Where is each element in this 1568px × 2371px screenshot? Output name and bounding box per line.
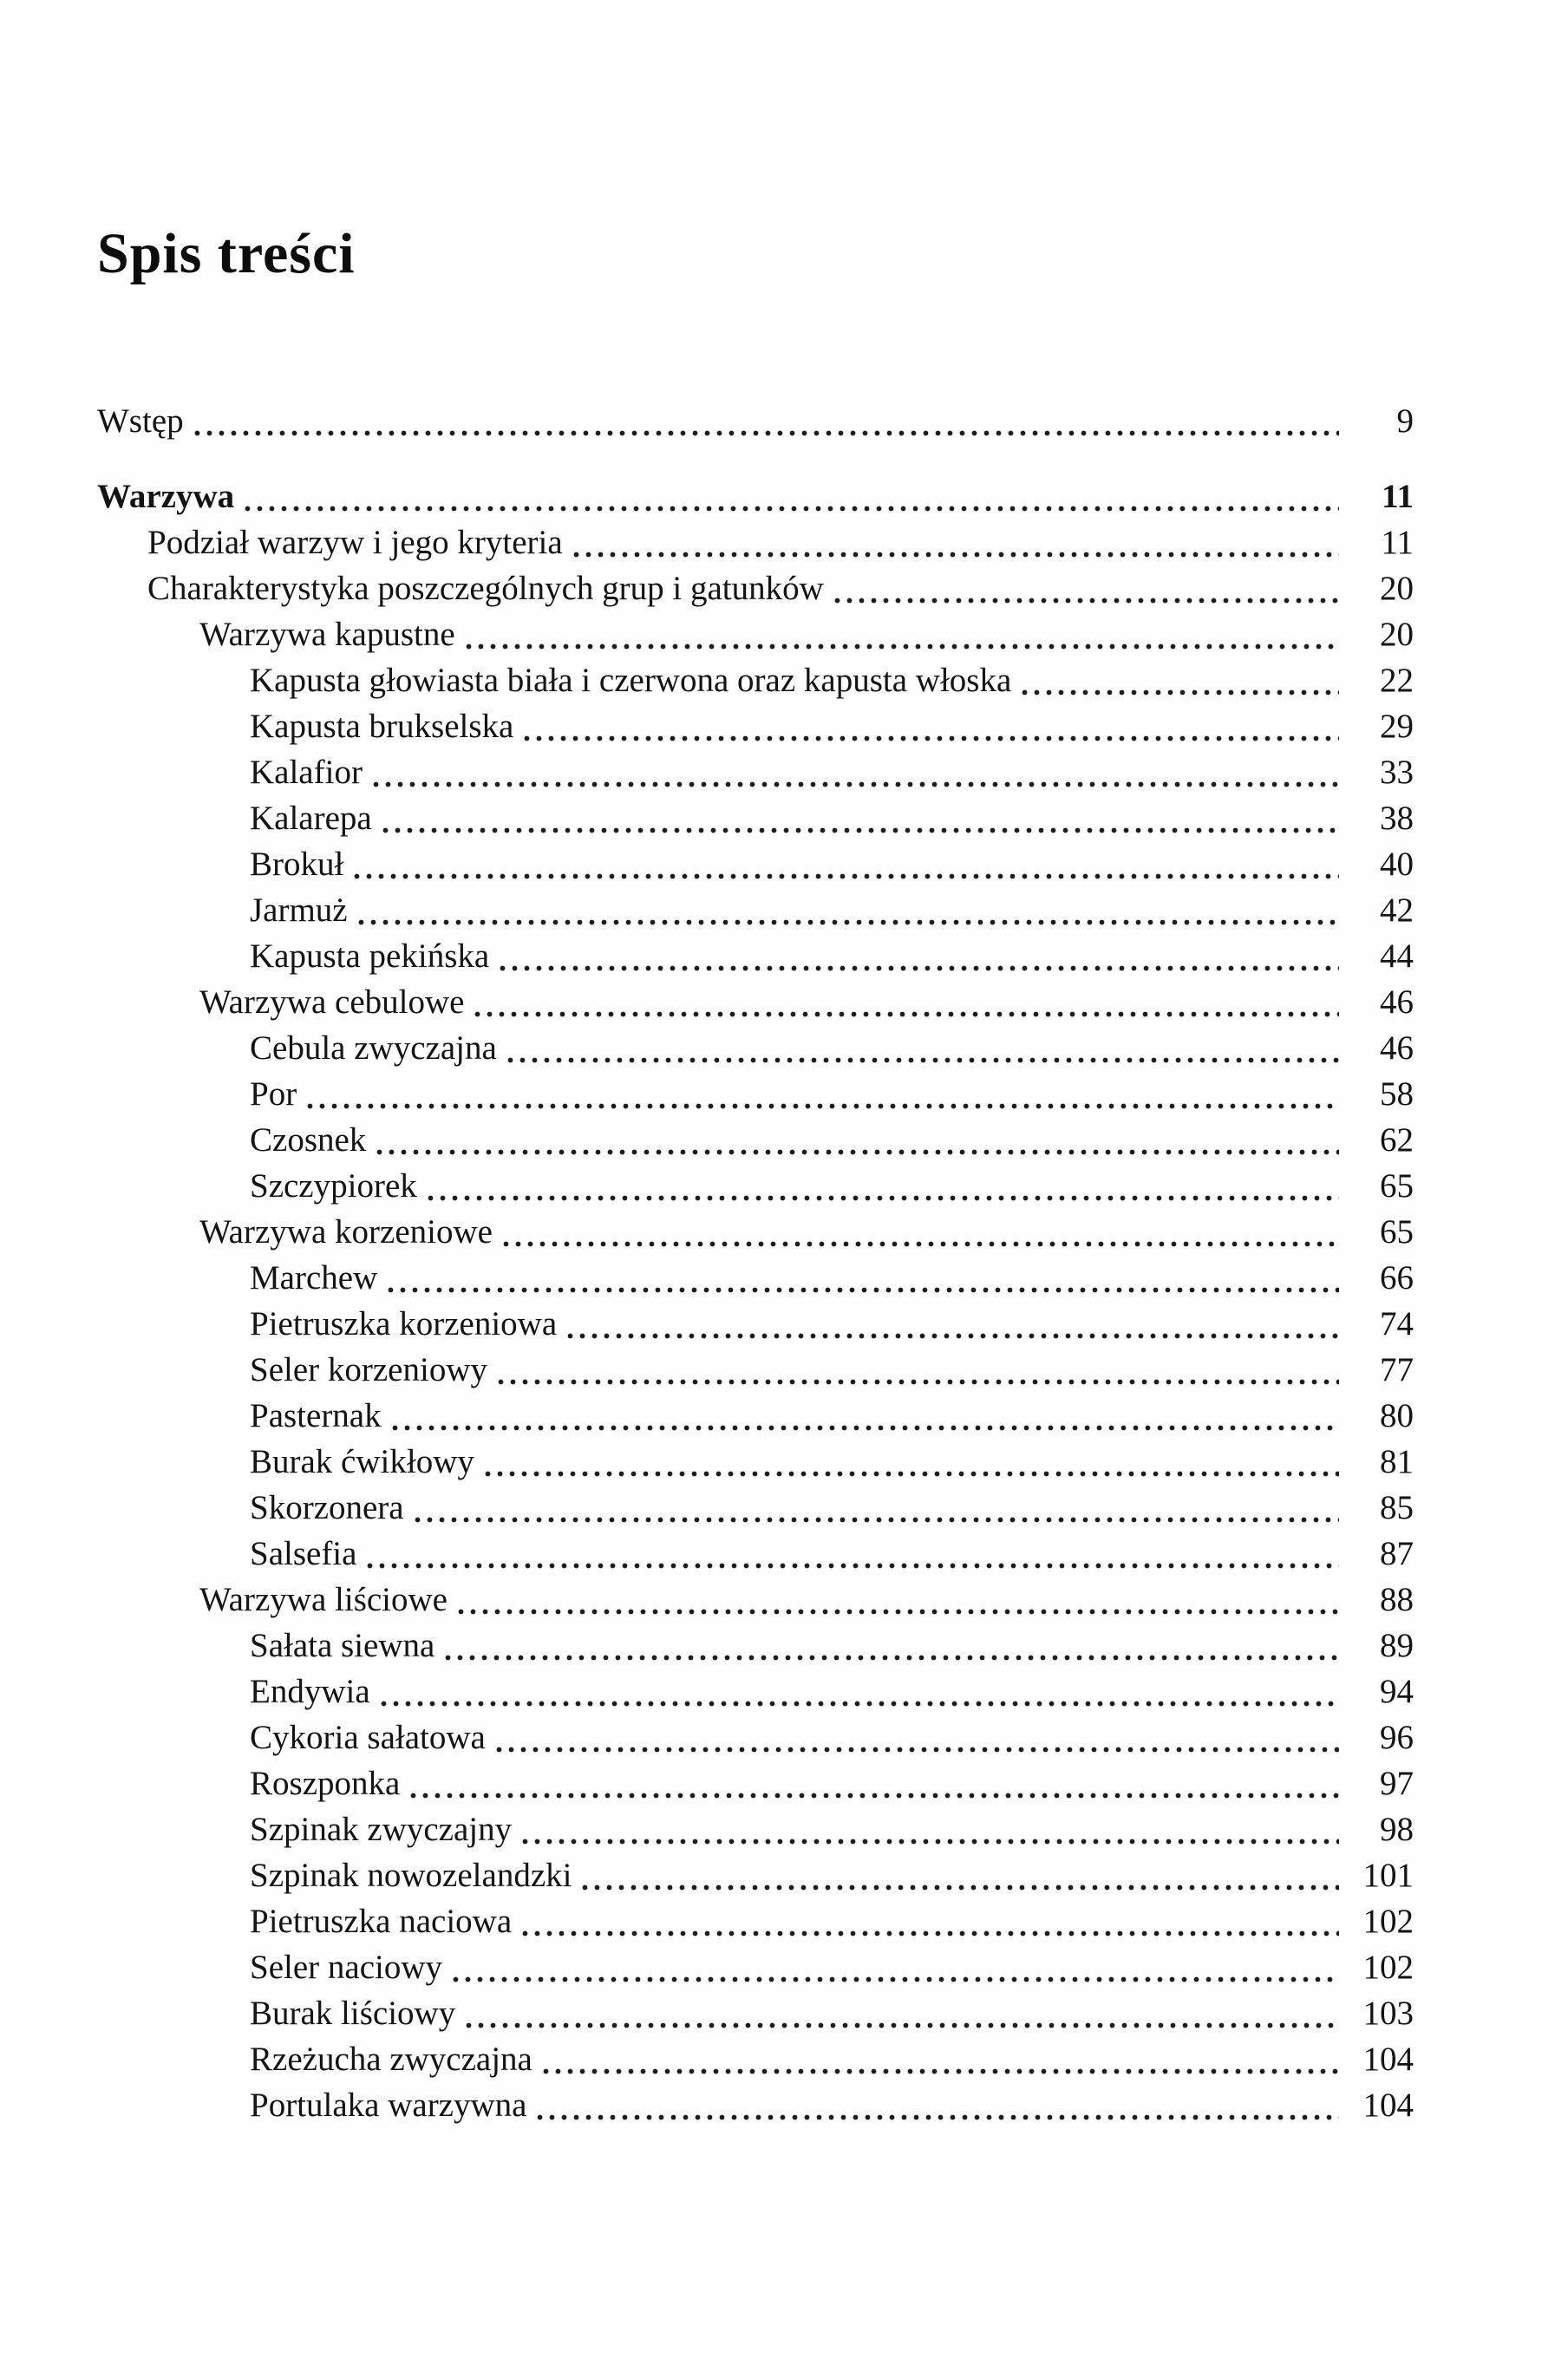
toc-entry-label: Endywia (250, 1673, 370, 1710)
toc-entry (97, 1347, 1414, 1393)
toc-entry-page: 85 (1380, 1489, 1414, 1526)
toc-entry-page: 46 (1380, 1029, 1414, 1067)
toc-entry-page: 96 (1380, 1719, 1414, 1756)
toc-entry (97, 1990, 1414, 2036)
toc-entry (97, 565, 1414, 611)
toc-entry (97, 1071, 1414, 1117)
toc-entry-label: Portulaka warzywna (250, 2087, 527, 2124)
toc-entry-page: 102 (1362, 1903, 1414, 1940)
toc-entry (97, 519, 1414, 565)
toc-entry-label: Cykoria sałatowa (250, 1719, 486, 1756)
dot-leader (358, 918, 1339, 926)
toc-entry (97, 1531, 1414, 1577)
dot-leader (582, 1884, 1339, 1891)
toc-entry (97, 1209, 1414, 1255)
toc-entry-page: 89 (1380, 1627, 1414, 1664)
dot-leader (485, 1470, 1339, 1478)
dot-leader (522, 1838, 1339, 1845)
toc-entry (97, 1485, 1414, 1531)
dot-leader (392, 1424, 1339, 1432)
toc-entry-label: Kalafior (250, 754, 363, 791)
toc-entry-page: 101 (1362, 1857, 1414, 1894)
dot-leader (537, 2113, 1339, 2121)
toc-entry-page: 97 (1380, 1765, 1414, 1802)
toc-entry-label: Jarmuż (250, 892, 348, 929)
page-title: Spis treści (97, 222, 356, 285)
dot-leader (573, 551, 1339, 558)
dot-leader (245, 505, 1339, 513)
toc-entry-label: Kapusta brukselska (250, 708, 514, 745)
toc-entry-page: 62 (1380, 1121, 1414, 1159)
toc-entry-label: Pasternak (250, 1397, 382, 1434)
dot-leader (458, 1608, 1339, 1616)
toc-entry (97, 1577, 1414, 1623)
toc-entry (97, 611, 1414, 657)
toc-entry-label: Sałata siewna (250, 1627, 435, 1664)
toc-entry (97, 1898, 1414, 1944)
toc-entry-label: Roszponka (250, 1765, 401, 1802)
dot-leader (503, 1240, 1339, 1248)
toc-entry-page: 81 (1380, 1443, 1414, 1480)
dot-leader (307, 1102, 1339, 1110)
toc-entry-page: 29 (1380, 708, 1414, 745)
toc-entry-page: 74 (1380, 1305, 1414, 1342)
dot-leader (543, 2067, 1339, 2075)
toc-entry-page: 38 (1380, 800, 1414, 837)
toc-entry-label: Marchew (250, 1259, 378, 1297)
toc-entry (97, 1760, 1414, 1806)
dot-leader (381, 1700, 1339, 1708)
toc-entry-page: 33 (1380, 754, 1414, 791)
toc-entry-label: Pietruszka naciowa (250, 1903, 513, 1940)
toc-entry (97, 979, 1414, 1025)
toc-entry-page: 104 (1362, 2041, 1414, 2078)
dot-leader (567, 1332, 1339, 1340)
dot-leader (354, 872, 1339, 880)
toc-entry-label: Pietruszka korzeniowa (250, 1305, 558, 1342)
dot-leader (466, 2022, 1339, 2029)
toc-entry-page: 98 (1380, 1811, 1414, 1848)
dot-leader (466, 643, 1339, 650)
toc-entry (97, 887, 1414, 933)
toc-entry-page: 77 (1380, 1351, 1414, 1388)
toc-entry (97, 2082, 1414, 2128)
toc-entry-label: Czosnek (250, 1121, 367, 1159)
toc-entry-page: 9 (1396, 402, 1414, 440)
toc-entry-label: Szpinak nowozelandzki (250, 1857, 572, 1894)
toc-entry-page: 103 (1362, 1995, 1414, 2032)
toc-entry-label: Kapusta pekińska (250, 937, 490, 975)
toc-entry-page: 87 (1380, 1535, 1414, 1572)
toc-entry (97, 398, 1414, 444)
toc-entry-label: Szczypiorek (250, 1167, 417, 1205)
toc-entry-label: Por (250, 1075, 297, 1113)
toc-entry-label: Seler korzeniowy (250, 1351, 487, 1388)
toc-entry-page: 88 (1380, 1581, 1414, 1618)
toc-entry (97, 703, 1414, 749)
toc-entry-label: Kapusta głowiasta biała i czerwona oraz kapusta włoska (250, 662, 1012, 699)
toc-entry (97, 1393, 1414, 1439)
toc-entry-label: Burak liściowy (250, 1995, 456, 2032)
toc-entry-page: 22 (1380, 662, 1414, 699)
toc-entry-label: Warzywa korzeniowe (199, 1213, 493, 1251)
toc-entry-page: 80 (1380, 1397, 1414, 1434)
toc-entry (97, 795, 1414, 841)
dot-leader (498, 1378, 1339, 1386)
toc-entry-label: Warzywa kapustne (199, 616, 455, 653)
toc-entry-label: Seler naciowy (250, 1949, 443, 1986)
dot-leader (507, 1056, 1339, 1064)
toc-list (97, 398, 1414, 2128)
toc-entry-page: 66 (1380, 1259, 1414, 1297)
dot-leader (410, 1792, 1339, 1799)
toc-entry-page: 46 (1380, 983, 1414, 1021)
toc-entry (97, 1163, 1414, 1209)
dot-leader (1022, 689, 1339, 696)
toc-entry-label: Wstęp (97, 402, 184, 440)
toc-entry-label: Rzeżucha zwyczajna (250, 2041, 532, 2078)
toc-entry-page: 11 (1382, 478, 1414, 515)
toc-entry-page: 11 (1381, 524, 1414, 561)
toc-entry-label: Cebula zwyczajna (250, 1029, 497, 1067)
dot-leader (496, 1746, 1339, 1754)
toc-entry-page: 42 (1380, 892, 1414, 929)
toc-entry-page: 58 (1380, 1075, 1414, 1113)
toc-entry-label: Warzywa (97, 478, 235, 515)
toc-entry-label: Warzywa cebulowe (199, 983, 465, 1021)
toc-entry (97, 474, 1414, 519)
toc-entry-page: 20 (1380, 616, 1414, 653)
dot-leader (834, 597, 1339, 604)
toc-entry-page: 40 (1380, 846, 1414, 883)
toc-entry (97, 1715, 1414, 1760)
dot-leader (376, 1148, 1339, 1156)
toc-entry-label: Salsefia (250, 1535, 357, 1572)
dot-leader (382, 826, 1339, 834)
dot-leader (524, 735, 1339, 742)
toc-entry-page: 44 (1380, 937, 1414, 975)
toc-entry-label: Skorzonera (250, 1489, 404, 1526)
toc-entry (97, 1025, 1414, 1071)
toc-entry-page: 65 (1380, 1167, 1414, 1205)
toc-entry (97, 1439, 1414, 1485)
toc-entry-page: 20 (1380, 570, 1414, 607)
dot-leader (428, 1194, 1339, 1202)
toc-entry (97, 1852, 1414, 1898)
toc-entry (97, 1944, 1414, 1990)
toc-entry-page: 94 (1380, 1673, 1414, 1710)
toc-entry-label: Kalarepa (250, 800, 372, 837)
toc-entry (97, 1623, 1414, 1669)
toc-entry-page: 102 (1362, 1949, 1414, 1986)
dot-leader (500, 964, 1339, 972)
toc-entry (97, 657, 1414, 703)
toc-entry-label: Podział warzyw i jego kryteria (147, 524, 563, 561)
dot-leader (445, 1654, 1339, 1662)
toc-entry-page: 104 (1362, 2087, 1414, 2124)
toc-entry (97, 1255, 1414, 1301)
toc-entry-label: Charakterystyka poszczególnych grup i gatunków (147, 570, 824, 607)
toc-entry (97, 1117, 1414, 1163)
toc-entry-label: Szpinak zwyczajny (250, 1811, 513, 1848)
dot-leader (474, 1010, 1339, 1018)
toc-entry-label: Brokuł (250, 846, 344, 883)
dot-leader (522, 1930, 1339, 1937)
toc-entry-page: 65 (1380, 1213, 1414, 1251)
dot-leader (453, 1976, 1339, 1983)
dot-leader (388, 1286, 1339, 1294)
toc-entry (97, 749, 1414, 795)
dot-leader (373, 781, 1339, 788)
toc-entry-label: Burak ćwikłowy (250, 1443, 474, 1480)
toc-entry (97, 933, 1414, 979)
dot-leader (194, 429, 1339, 437)
toc-entry (97, 1301, 1414, 1347)
dot-leader (367, 1562, 1339, 1570)
toc-entry-label: Warzywa liściowe (199, 1581, 448, 1618)
toc-entry (97, 1806, 1414, 1852)
dot-leader (415, 1516, 1339, 1524)
toc-entry (97, 2036, 1414, 2082)
toc-entry (97, 1669, 1414, 1715)
toc-entry (97, 841, 1414, 887)
